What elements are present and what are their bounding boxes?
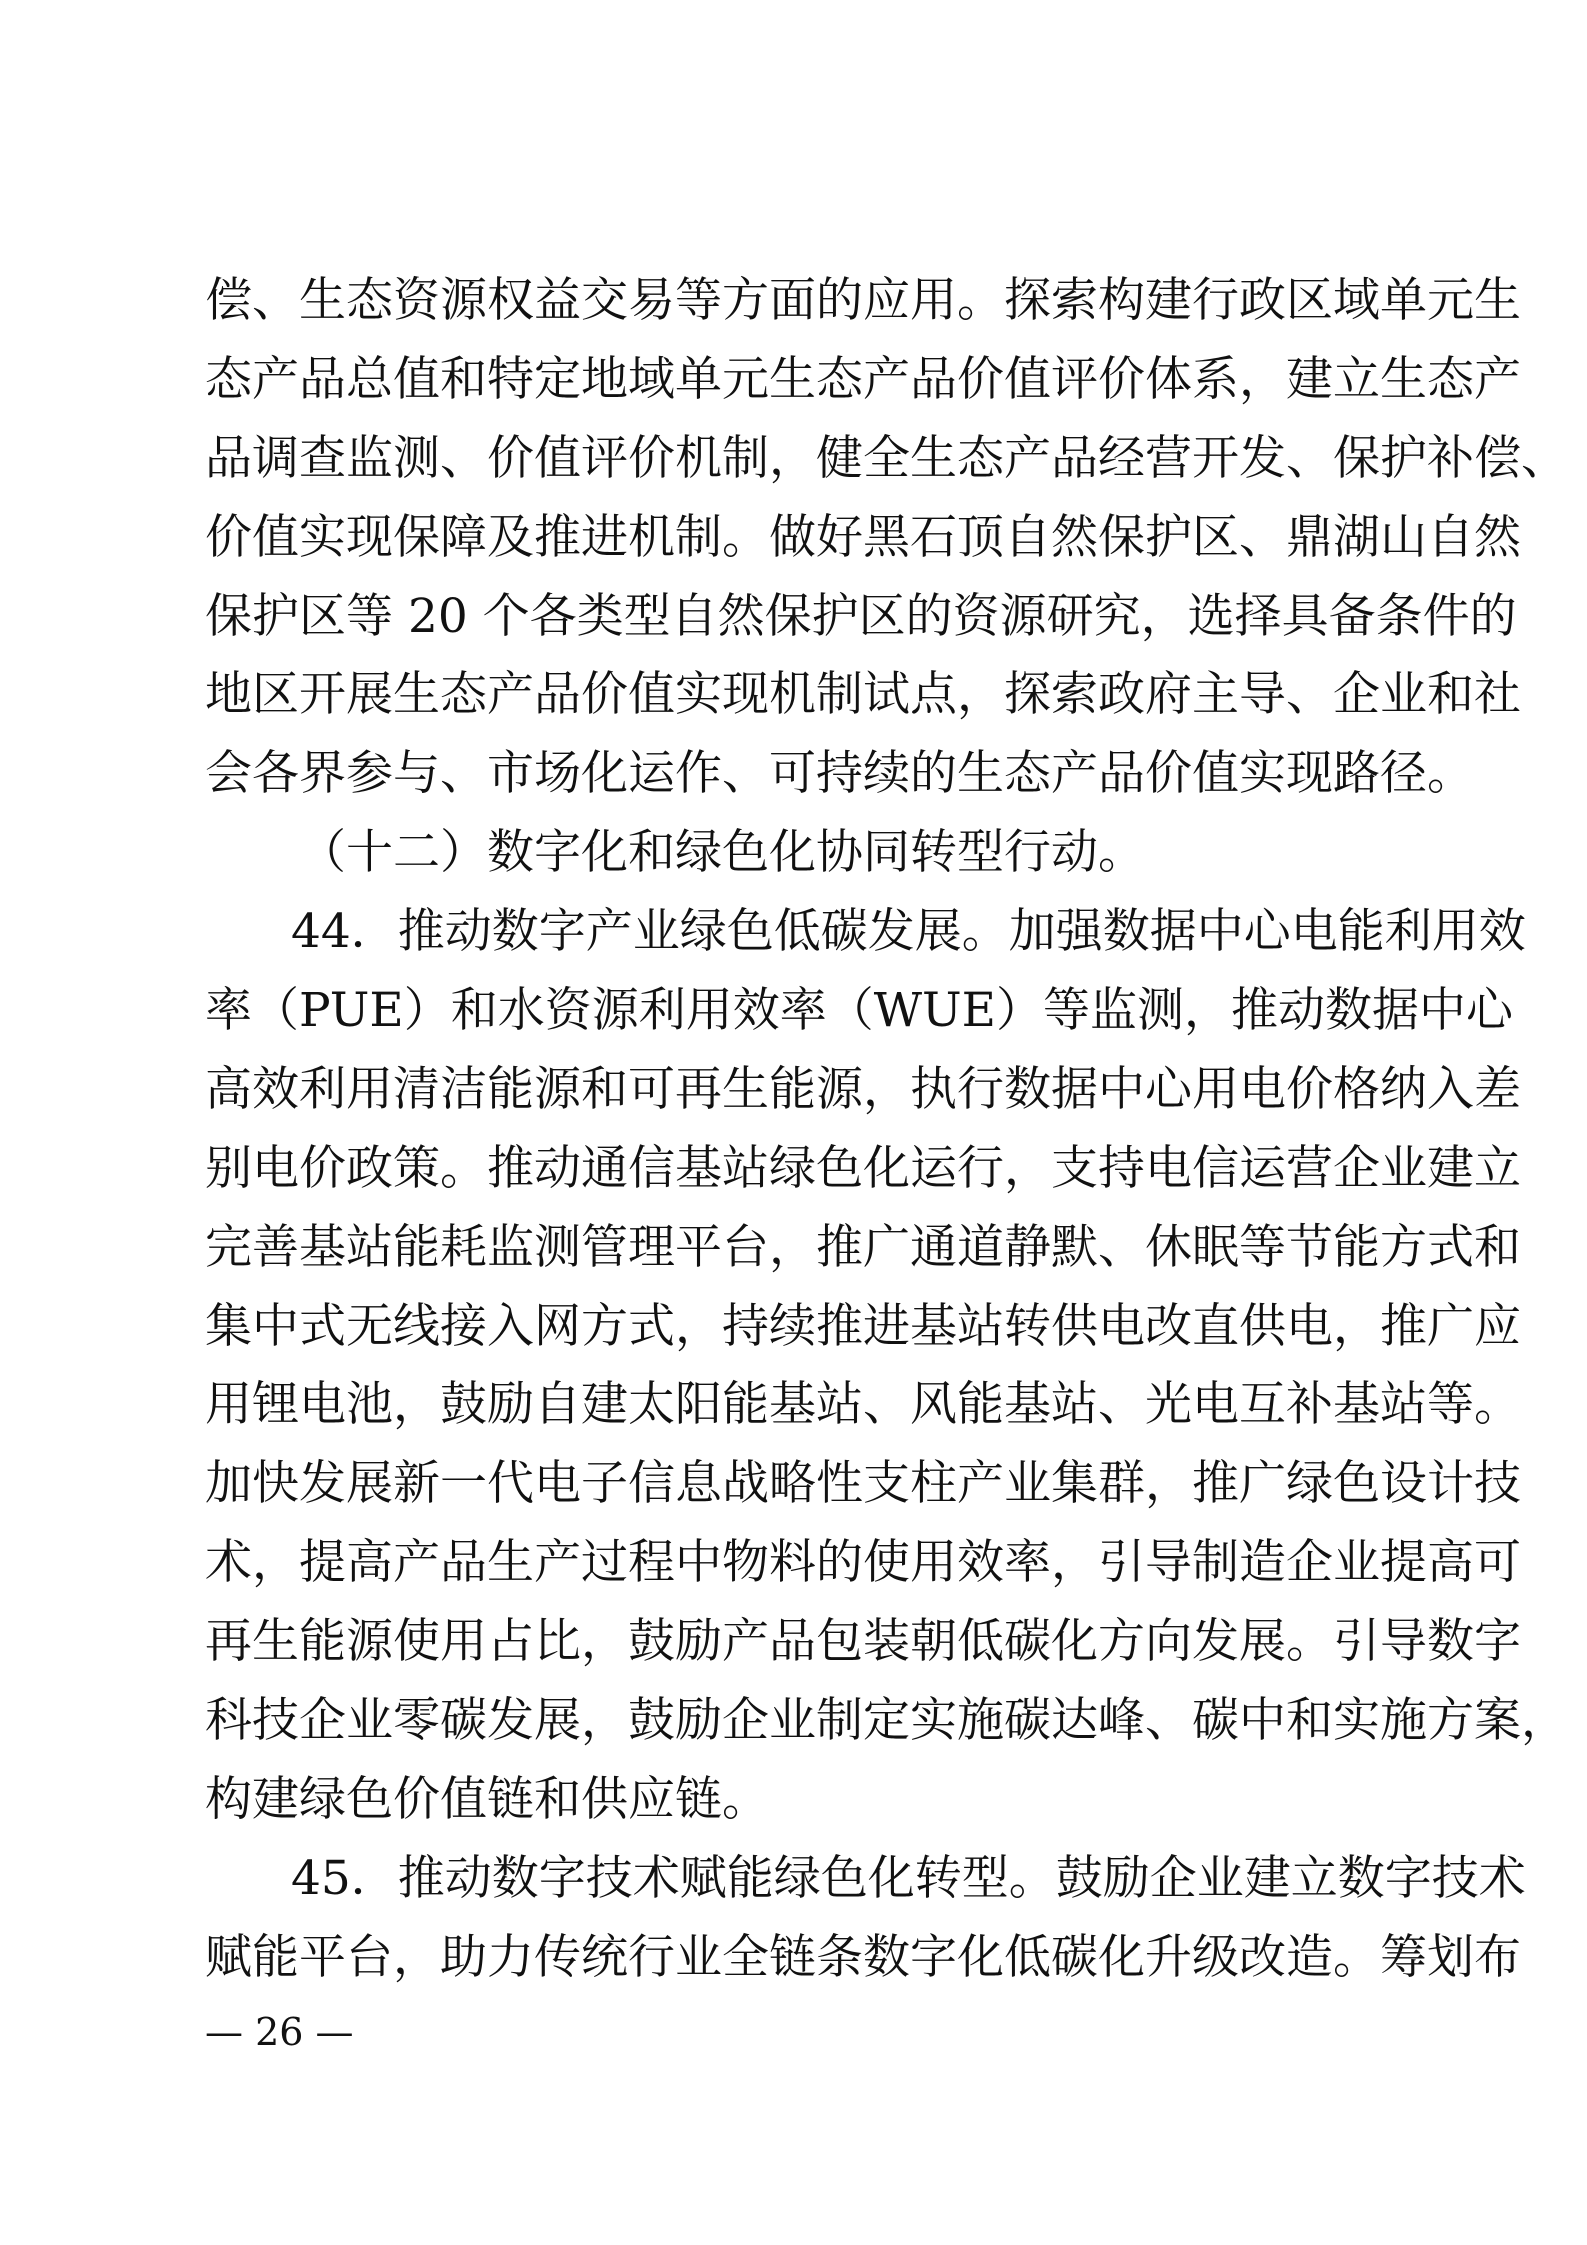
text-line: 保护区等 20 个各类型自然保护区的资源研究，选择具备条件的 xyxy=(205,588,1517,644)
page-number: — 26 — xyxy=(205,2010,354,2054)
text-line: 率（PUE）和水资源利用效率（WUE）等监测，推动数据中心 xyxy=(205,983,1513,1039)
text-line: 品调查监测、价值评价机制，健全生态产品经营开发、保护补偿、 xyxy=(205,430,1568,486)
text-line: 加快发展新一代电子信息战略性支柱产业集群，推广绿色设计技 xyxy=(205,1456,1521,1512)
text-line: 再生能源使用占比，鼓励产品包装朝低碳化方向发展。引导数字 xyxy=(205,1614,1521,1670)
text-line: 术，提高产品生产过程中物料的使用效率，引导制造企业提高可 xyxy=(205,1535,1521,1591)
text-line: 价值实现保障及推进机制。做好黑石顶自然保护区、鼎湖山自然 xyxy=(205,509,1521,565)
text-line: 态产品总值和特定地域单元生态产品价值评价体系，建立生态产 xyxy=(205,351,1521,407)
text-line: 会各界参与、市场化运作、可持续的生态产品价值实现路径。 xyxy=(205,746,1474,802)
text-line: 用锂电池，鼓励自建太阳能基站、风能基站、光电互补基站等。 xyxy=(205,1377,1521,1433)
text-line: 45．推动数字技术赋能绿色化转型。鼓励企业建立数字技术 xyxy=(291,1850,1526,1906)
text-line: 构建绿色价值链和供应链。 xyxy=(205,1771,769,1827)
text-line: 别电价政策。推动通信基站绿色化运行，支持电信运营企业建立 xyxy=(205,1140,1521,1196)
text-line: 44．推动数字产业绿色低碳发展。加强数据中心电能利用效 xyxy=(291,904,1526,960)
text-line: 完善基站能耗监测管理平台，推广通道静默、休眠等节能方式和 xyxy=(205,1219,1521,1275)
text-line: 地区开展生态产品价值实现机制试点，探索政府主导、企业和社 xyxy=(205,667,1521,723)
section-heading: （十二）数字化和绿色化协同转型行动。 xyxy=(299,825,1145,881)
text-line: 科技企业零碳发展，鼓励企业制定实施碳达峰、碳中和实施方案， xyxy=(205,1693,1568,1749)
text-line: 集中式无线接入网方式，持续推进基站转供电改直供电，推广应 xyxy=(205,1298,1521,1354)
text-line: 高效利用清洁能源和可再生能源，执行数据中心用电价格纳入差 xyxy=(205,1061,1521,1117)
body-text xyxy=(205,262,1568,1998)
text-line: 偿、生态资源权益交易等方面的应用。探索构建行政区域单元生 xyxy=(205,273,1521,328)
text-line: 赋能平台，助力传统行业全链条数字化低碳化升级改造。筹划布 xyxy=(205,1929,1521,1985)
